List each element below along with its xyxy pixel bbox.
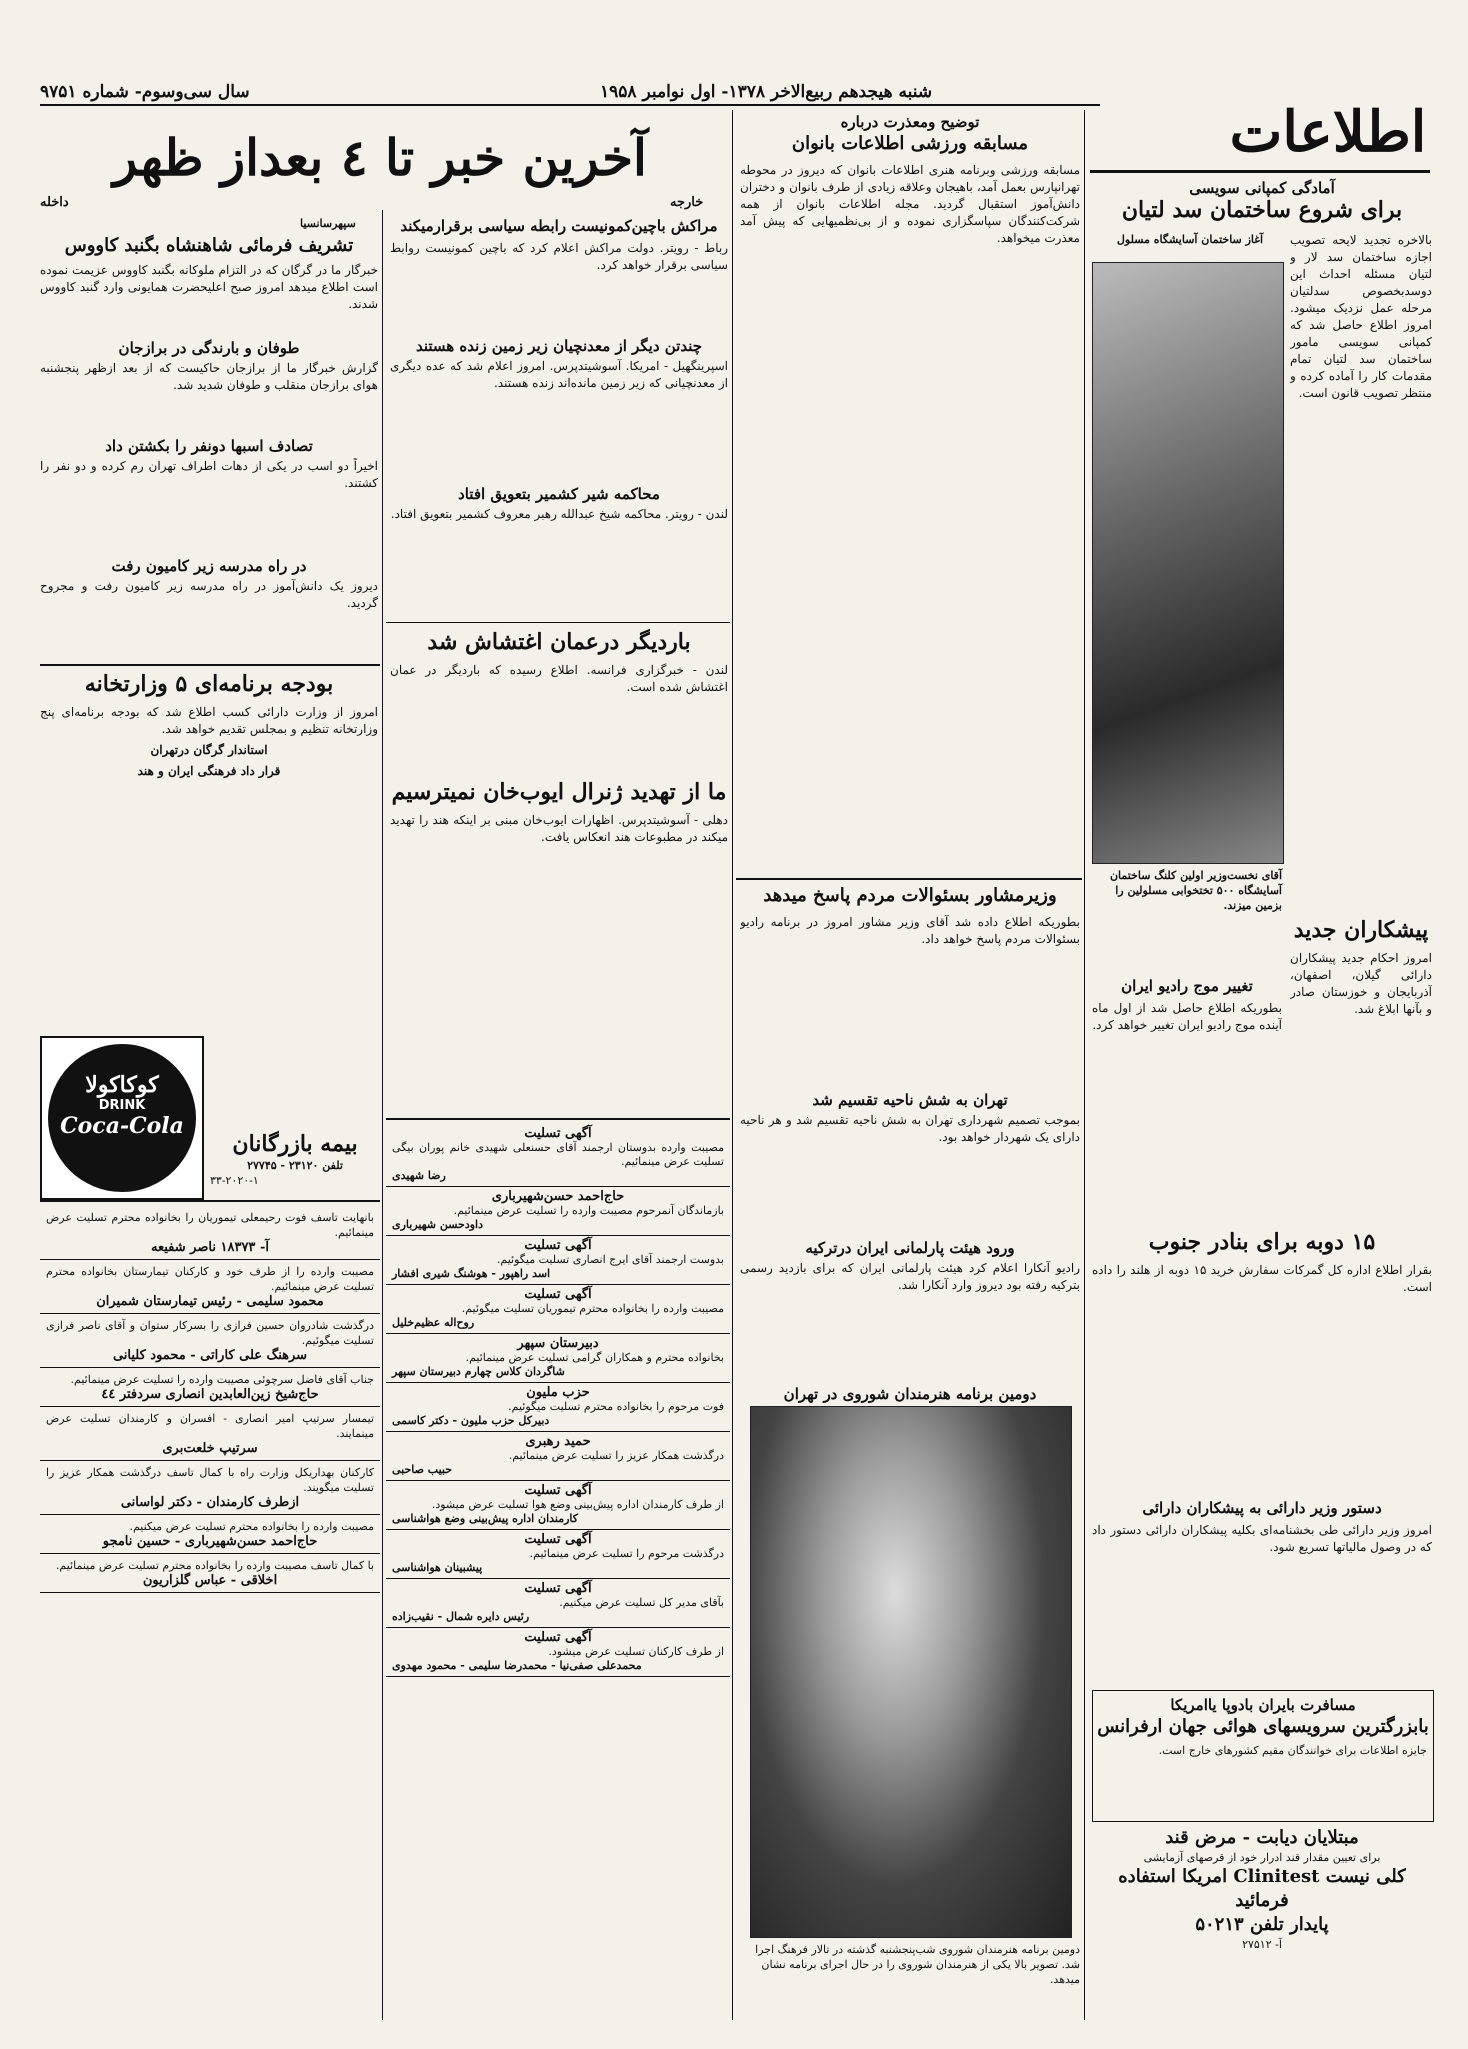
condolence-sign: حبیب صاحبی bbox=[392, 1463, 453, 1476]
condolence-sign: سرهنگ علی کاراتی - محمود کلیانی bbox=[112, 1348, 308, 1363]
condolences-center bbox=[386, 1124, 730, 2014]
condolence-notice bbox=[386, 1432, 730, 1481]
storm-text: گزارش خبرگار ما از برازجان حاکیست که از بعد ازظهر پنجشنبه هوای برازجان منقلب و طوفان شدید شد. bbox=[40, 361, 378, 392]
world-rule-2 bbox=[386, 1118, 730, 1120]
condolence-notice bbox=[386, 1383, 730, 1432]
condolence-text: کارکنان بهداریکل وزارت راه با کمال تاسف درگذشت همکار عزیز را تسلیت میگویند. bbox=[46, 1466, 374, 1494]
culture-pact-subtitle: قرار داد فرهنگی ایران و هند bbox=[137, 764, 281, 778]
masthead-rule bbox=[1090, 170, 1430, 173]
finance-order-text: امروز وزیر دارائی طی بخشنامه‌ای بکلیه پیشکاران دارائی دستور داد که در وصول مالیاتها تسریع شود. bbox=[1092, 1523, 1432, 1554]
ayub-khan-text: دهلی - آسوشیتدپرس. اظهارات ایوب‌خان مبنی بر اینکه هند را تهدید میکند در مطبوعات هند انعکاس یافت. bbox=[390, 813, 728, 844]
clinitest-ad-ref: آ- ۲۷۵۱۲ bbox=[1242, 1938, 1282, 1951]
condolence-text: با کمال تاسف مصیبت وارده را بخانواده محترم تسلیت عرض مینمائیم. bbox=[55, 1559, 374, 1572]
budget-title: بودجه برنامه‌ای ۵ وزارتخانه bbox=[84, 671, 334, 697]
morocco-china-title: مراکش باچین‌کمونیست رابطه سیاسی برقرارمیکند bbox=[400, 217, 718, 235]
soviet-artists-title: دومین برنامه هنرمندان شوروی در تهران bbox=[783, 1385, 1037, 1403]
coca-cola-logo bbox=[48, 1044, 196, 1192]
condolence-sign: رضا شهیدی bbox=[392, 1169, 446, 1182]
top-rule bbox=[40, 104, 1100, 106]
airfrance-ad bbox=[1092, 1690, 1434, 1822]
women-sports-body bbox=[740, 162, 1080, 872]
photo1-caption-top: آغاز ساختمان آسایشگاه مسلول bbox=[1116, 233, 1264, 246]
storm-body bbox=[40, 360, 378, 430]
new-governors-text: امروز احکام جدید پیشکاران دارائی گیلان، اصفهان، آذربایجان و خوزستان صادر و بآنها ابلاغ شد. bbox=[1290, 951, 1432, 1016]
main-headline: آخرین خبر تا ٤ بعداز ظهر bbox=[113, 128, 647, 187]
delegation-body bbox=[740, 1260, 1080, 1380]
horse-accident-text: اخیراً دو اسب در یکی از دهات اطراف تهران رم کرده و دو نفر را کشتند. bbox=[40, 459, 378, 490]
condolence-text: تیمسار سرتیپ امیر انصاری - افسران و کارمندان تسلیت عرض مینمایند. bbox=[46, 1412, 374, 1440]
minister-answers-body bbox=[740, 914, 1080, 1084]
clinitest-ad bbox=[1092, 1826, 1432, 1986]
insurance-ad bbox=[210, 1130, 380, 1196]
women-sports-title-small: توضیح ومعذرت درباره bbox=[840, 113, 980, 131]
women-sports-text: مسابقه ورزشی وبرنامه هنری اطلاعات بانوان که دیروز در محوطه تهرانپارس بعمل آمد، باهیجان وعلاقه زیادی از طرف بانوان و دختران دانش‌آموز استقبال گردید. مجله اطلاعات بانوان از همه شرکت‌کنندگان سپاسگزاری نموده و از بی‌نظمیهایی که پیش آمد معذرت میخواهد. bbox=[740, 163, 1080, 245]
oman-unrest-body bbox=[390, 662, 728, 772]
divider-2 bbox=[732, 110, 733, 2020]
condolence-text: مصیبت وارده را از طرف خود و کارکنان تیمارستان بخانواده محترم تسلیت عرض مینمائیم. bbox=[46, 1265, 374, 1293]
domestic-rule-1 bbox=[40, 664, 380, 666]
condolence-notice bbox=[386, 1187, 730, 1236]
condolence-text: مصیبت وارده را بخانواده محترم تسلیت عرض میکنیم. bbox=[129, 1520, 374, 1533]
clinitest-ad-title: مبتلایان دیابت - مرض قند bbox=[1165, 1827, 1359, 1848]
delegation-text: رادیو آنکارا اعلام کرد هیئت پارلمانی ایران که برای بازدید رسمی بترکیه رفته بود دیروز وارد آنکارا شد. bbox=[740, 1261, 1080, 1292]
condolence-notice bbox=[40, 1206, 380, 1260]
airfrance-ad-title: بابزرگترین سرویسهای هوائی جهان ارفرانس bbox=[1097, 1716, 1429, 1737]
condolence-notice bbox=[40, 1260, 380, 1314]
issue-number: سال سی‌وسوم- شماره ۹۷۵۱ bbox=[40, 82, 250, 102]
condolence-notice bbox=[386, 1579, 730, 1628]
barges-text: بقرار اطلاع اداره کل گمرکات سفارش خرید ۱۵ دوبه از هلند را داده است. bbox=[1092, 1263, 1432, 1294]
minister-answers-text: بطوریکه اطلاع داده شد آقای وزیر مشاور امروز در برنامه رادیو بسئوالات مردم پاسخ خواهد داد. bbox=[740, 915, 1080, 946]
condolence-notice bbox=[40, 1368, 380, 1407]
condolence-text: بازماندگان آنمرحوم مصیبت وارده را تسلیت عرض مینمائیم. bbox=[453, 1204, 724, 1217]
condolence-title: دبیرستان سپهر bbox=[517, 1336, 599, 1351]
condolence-text: مصیبت وارده را بخانواده محترم تیموریان تسلیت میگوئیم. bbox=[461, 1302, 724, 1315]
shah-visit-title: تشریف فرمائی شاهنشاه بگنبد کاووس bbox=[64, 235, 354, 256]
soviet-artists-caption: دومین برنامه هنرمندان شوروی شب‌پنجشنبه گذشته در تالار فرهنگ اجرا شد. تصویر بالا یکی از هنرمندان شوروی را در حال اجرای برنامه نشان میدهد. bbox=[755, 1943, 1080, 1986]
tag-domestic: داخله bbox=[40, 195, 69, 210]
condolence-notice bbox=[386, 1530, 730, 1579]
ayub-khan-body bbox=[390, 812, 728, 1112]
budget-text: امروز از وزارت دارائی کسب اطلاع شد که بودجه برنامه‌ای پنج وزارتخانه تنظیم و بمجلس تقدیم خواهد شد. bbox=[40, 705, 378, 736]
school-accident-title: در راه مدرسه زیر کامیون رفت bbox=[111, 557, 307, 575]
col-right-title: برای شروع ساختمان سد لتیان bbox=[1121, 197, 1403, 223]
col-right-title-small: آمادگی کمپانی سویسی bbox=[1189, 179, 1335, 197]
condolence-text: بخانواده محترم و همکاران گرامی تسلیت عرض مینمائیم. bbox=[465, 1351, 724, 1364]
school-accident-text: دیروز یک دانش‌آموز در راه مدرسه زیر کامیون رفت و مجروح گردید. bbox=[40, 579, 378, 610]
coca-cola-fa: کوکاکولا bbox=[85, 1072, 159, 1098]
photo1-caption: آقای نخست‌وزیر اولین کلنگ ساختمان آسایشگاه ۵۰۰ تختخوابی مسلولین را بزمین میزند. bbox=[1109, 869, 1282, 912]
horse-accident-title: تصادف اسبها دونفر را بکشتن داد bbox=[105, 437, 313, 455]
delegation-title: ورود هیئت پارلمانی ایران درترکیه bbox=[805, 1239, 1015, 1257]
condolence-text: درگذشت مرحوم را تسلیت عرض مینمائیم. bbox=[529, 1547, 724, 1560]
radio-wave-title: تغییر موج رادیو ایران bbox=[1121, 977, 1253, 995]
barges-title: ۱۵ دوبه برای بنادر جنوب bbox=[1148, 1229, 1376, 1255]
miners-title: چندتن دیگر از معدنچیان زیر زمین زنده هستند bbox=[415, 337, 703, 355]
condolence-notice bbox=[40, 1554, 380, 1593]
minister-answers-title: وزیرمشاور بسئوالات مردم پاسخ میدهد bbox=[763, 885, 1057, 906]
condolence-notice bbox=[40, 1407, 380, 1461]
issue-date: شنبه هیجدهم ربیع‌الاخر ۱۳۷۸- اول نوامبر ۱۹۵۸ bbox=[600, 82, 933, 102]
horse-accident-body bbox=[40, 458, 378, 538]
radio-wave-body bbox=[1092, 1000, 1282, 1150]
ayub-khan-title: ما از تهدید ژنرال ایوب‌خان نمیترسیم bbox=[391, 779, 727, 805]
tehran-districts-body bbox=[740, 1112, 1080, 1232]
condolence-notice bbox=[386, 1124, 730, 1187]
airfrance-ad-body: جایزه اطلاعات برای خوانندگان مقیم کشورهای خارج است. bbox=[1158, 1744, 1427, 1757]
governor-subtitle: استاندار گرگان درتهران bbox=[150, 743, 268, 757]
condolence-sign: حاج‌احمد حسن‌شهیرباری - حسین نامجو bbox=[102, 1534, 318, 1549]
miners-body bbox=[390, 358, 728, 478]
condolence-title: حاج‌احمد حسن‌شهیرباری bbox=[491, 1189, 625, 1204]
condolence-sign: شاگردان کلاس چهارم دبیرستان سپهر bbox=[392, 1365, 565, 1378]
divider-1 bbox=[1084, 110, 1085, 2020]
condolence-title: آگهی تسلیت bbox=[524, 1581, 592, 1596]
finance-order-title: دستور وزیر دارائی به پیشکاران دارائی bbox=[1142, 1499, 1382, 1517]
condolence-title: آگهی تسلیت bbox=[524, 1483, 592, 1498]
morocco-china-body bbox=[390, 240, 728, 330]
world-rule-1 bbox=[386, 622, 730, 623]
morocco-china-text: رباط - رویتر. دولت مراکش اعلام کرد که باچین کمونیست روابط سیاسی برقرار خواهد کرد. bbox=[390, 241, 728, 272]
condolence-text: فوت مرحوم را بخانواده محترم تسلیت میگوئیم. bbox=[508, 1400, 724, 1413]
condolence-title: حمید رهبری bbox=[525, 1434, 591, 1449]
storm-title: طوفان و بارندگی در برازجان bbox=[118, 339, 300, 357]
condolence-sign: ازطرف کارمندان - دکتر لواسانی bbox=[120, 1495, 300, 1510]
tag-foreign: خارجه bbox=[670, 195, 704, 210]
oman-unrest-title: باردیگر درعمان اغتشاش شد bbox=[427, 629, 691, 655]
condolence-sign: حاج‌شیخ زین‌العابدین انصاری سردفتر ٤٤ bbox=[101, 1387, 319, 1402]
condolence-sign: اخلاقی - عباس گلزاریون bbox=[142, 1573, 278, 1588]
condolence-notice bbox=[386, 1334, 730, 1383]
divider-3 bbox=[382, 210, 383, 2020]
condolence-title: آگهی تسلیت bbox=[524, 1532, 592, 1547]
condolence-text: درگذشت شادروان حسین فرازی را بسرکار ستوان و آقای ناصر فرازی تسلیت میگوئیم. bbox=[46, 1319, 374, 1347]
condolences-left bbox=[40, 1206, 380, 2016]
finance-order-body bbox=[1092, 1522, 1432, 1632]
insurance-ref: ۳۳-۲۰۲۰-۱ bbox=[210, 1174, 259, 1187]
insurance-name: بیمه بازرگانان bbox=[232, 1131, 358, 1157]
condolence-sign: پیشبینان هواشناسی bbox=[392, 1561, 483, 1574]
center-rule-1 bbox=[736, 878, 1082, 880]
col-right-body bbox=[1290, 232, 1432, 872]
kashmir-trial-body bbox=[390, 506, 728, 616]
condolence-text: درگذشت همکار عزیز را تسلیت عرض مینمائیم. bbox=[508, 1449, 724, 1462]
clinitest-ad-product: کلی نیست Clinitest امریکا استفاده فرمائید bbox=[1118, 1866, 1406, 1911]
coca-cola-ad bbox=[40, 1036, 204, 1200]
tehran-districts-title: تهران به شش ناحیه تقسیم شد bbox=[812, 1091, 1008, 1109]
condolence-notice bbox=[386, 1628, 730, 1677]
airfrance-ad-small: مسافرت بایران بادوپا یاامریکا bbox=[1170, 1696, 1356, 1714]
condolence-title: آگهی تسلیت bbox=[524, 1238, 592, 1253]
kashmir-trial-text: لندن - رویتر. محاکمه شیخ عبدالله رهبر معروف کشمیر بتعویق افتاد. bbox=[390, 507, 728, 521]
col-right-body-text: بالاخره تجدید لایحه تصویب اجازه ساختمان سد لار و لتیان مسئله احداث این دوسدبخصوص سدلتیان مرحله عمل نزدیک میشود. امروز اطلاع حاصل شد که کمپانی سویسی مامور ساختمان سد لتیان تمام مقدمات کار را آماده کرده و منتظر تصویب قانون است. bbox=[1290, 233, 1432, 400]
condolence-notice bbox=[40, 1461, 380, 1515]
shah-visit-text: خبرگار ما در گرگان که در التزام ملوکانه بگنبد کاووس عزیمت نموده است اطلاع میدهد امروز صبح اعلیحضرت همایونی وارد گنبد کاووس شدند. bbox=[40, 263, 378, 311]
school-accident-body bbox=[40, 578, 378, 658]
kashmir-trial-title: محاکمه شیر کشمیر بتعویق افتاد bbox=[458, 485, 660, 503]
prime-minister-photo bbox=[1092, 262, 1284, 864]
condolence-sign: روح‌اله عظیم‌خلیل bbox=[392, 1316, 475, 1329]
condolence-sign: محمدعلی صفی‌نیا - محمدرضا سلیمی - محمود مهدوی bbox=[392, 1659, 642, 1672]
condolence-sign: اسد راهپور - هوشنگ شیری افشار bbox=[392, 1267, 551, 1280]
radio-wave-text: بطوریکه اطلاع حاصل شد از اول ماه آینده موج رادیو ایران تغییر خواهد کرد. bbox=[1092, 1001, 1282, 1032]
tehran-districts-text: بموجب تصمیم شهرداری تهران به شش ناحیه تقسیم شد و هر ناحیه دارای یک شهردار خواهد بود. bbox=[740, 1113, 1080, 1144]
miners-text: اسپرینگهیل - امریکا. آسوشیتدپرس. امروز اعلام شد که عده دیگری از معدنچیانی که زیر زمین مانده‌اند زنده هستند. bbox=[390, 359, 728, 390]
condolence-notice bbox=[40, 1515, 380, 1554]
condolence-text: جناب آقای فاضل سرچوئی مصیبت وارده را تسلیت عرض مینمائیم. bbox=[70, 1373, 374, 1386]
soviet-artist-photo bbox=[750, 1406, 1072, 1938]
condolence-sign: محمود سلیمی - رئیس تیمارستان شمیران bbox=[96, 1294, 324, 1309]
masthead: اطلاعات bbox=[1229, 99, 1427, 165]
condolence-text: مصیبت وارده بدوستان ارجمند آقای حسنعلی شهیدی خانم پوران بیگی تسلیت عرض مینمائیم. bbox=[392, 1141, 724, 1168]
condolence-title: آگهی تسلیت bbox=[524, 1630, 592, 1645]
condolence-text: از طرف کارمندان اداره پیش‌بینی وضع هوا تسلیت عرض میشود. bbox=[431, 1498, 724, 1511]
condolence-title: آگهی تسلیت bbox=[524, 1287, 592, 1302]
shah-visit-body bbox=[40, 262, 378, 332]
condolence-notice bbox=[40, 1314, 380, 1368]
condolence-sign: سرتیپ خلعت‌بری bbox=[162, 1441, 258, 1456]
budget-body bbox=[40, 704, 378, 904]
condolence-sign: دبیرکل حزب ملیون - دکتر کاسمی bbox=[392, 1414, 550, 1427]
condolence-title: آگهی تسلیت bbox=[524, 1126, 592, 1141]
condolence-text: بآقای مدیر کل تسلیت عرض میکنیم. bbox=[559, 1596, 724, 1609]
condolence-notice bbox=[386, 1285, 730, 1334]
condolence-text: بانهایت تاسف فوت رحیمعلی تیموریان را بخانواده محترم تسلیت عرض مینمائیم. bbox=[46, 1211, 374, 1239]
coca-cola-brand: Coca-Cola bbox=[60, 1113, 184, 1139]
condolence-sign: کارمندان اداره پیش‌بینی وضع هواشناسی bbox=[392, 1512, 579, 1525]
condolence-title: حزب ملیون bbox=[526, 1385, 590, 1400]
domestic-rule-2 bbox=[40, 1200, 380, 1202]
new-governors-title: پیشکاران جدید bbox=[1293, 917, 1429, 943]
condolence-sign: داودحسن شهیرباری bbox=[392, 1218, 483, 1231]
coca-cola-drink: DRINK bbox=[98, 1098, 146, 1113]
insurance-phone: تلفن ۲۳۱۲۰ - ۲۷۷۴۵ bbox=[247, 1159, 343, 1172]
clinitest-ad-phone: پایدار تلفن ۵۰۲۱۳ bbox=[1195, 1914, 1329, 1935]
domestic-tag: سپهرسانسیا bbox=[300, 217, 356, 230]
new-governors-body bbox=[1290, 950, 1432, 1150]
condolence-sign: رئیس دایره شمال - نقیب‌زاده bbox=[392, 1610, 530, 1623]
barges-body bbox=[1092, 1262, 1432, 1492]
oman-unrest-text: لندن - خبرگزاری فرانسه. اطلاع رسیده که باردیگر در عمان اغتشاش شده است. bbox=[390, 663, 728, 694]
condolence-text: بدوست ارجمند آقای ایرج انصاری تسلیت میگوئیم. bbox=[496, 1253, 724, 1266]
condolence-notice bbox=[386, 1236, 730, 1285]
condolence-notice bbox=[386, 1481, 730, 1530]
clinitest-ad-body: برای تعیین مقدار قند ادرار خود از قرصهای آزمایشی bbox=[1143, 1851, 1381, 1864]
women-sports-title: مسابقه ورزشی اطلاعات بانوان bbox=[791, 133, 1029, 154]
condolence-text: از طرف کارکنان تسلیت عرض میشود. bbox=[548, 1645, 724, 1658]
condolence-sign: آ- ۱۸۳۷۳ ناصر شفیعه bbox=[151, 1240, 269, 1255]
